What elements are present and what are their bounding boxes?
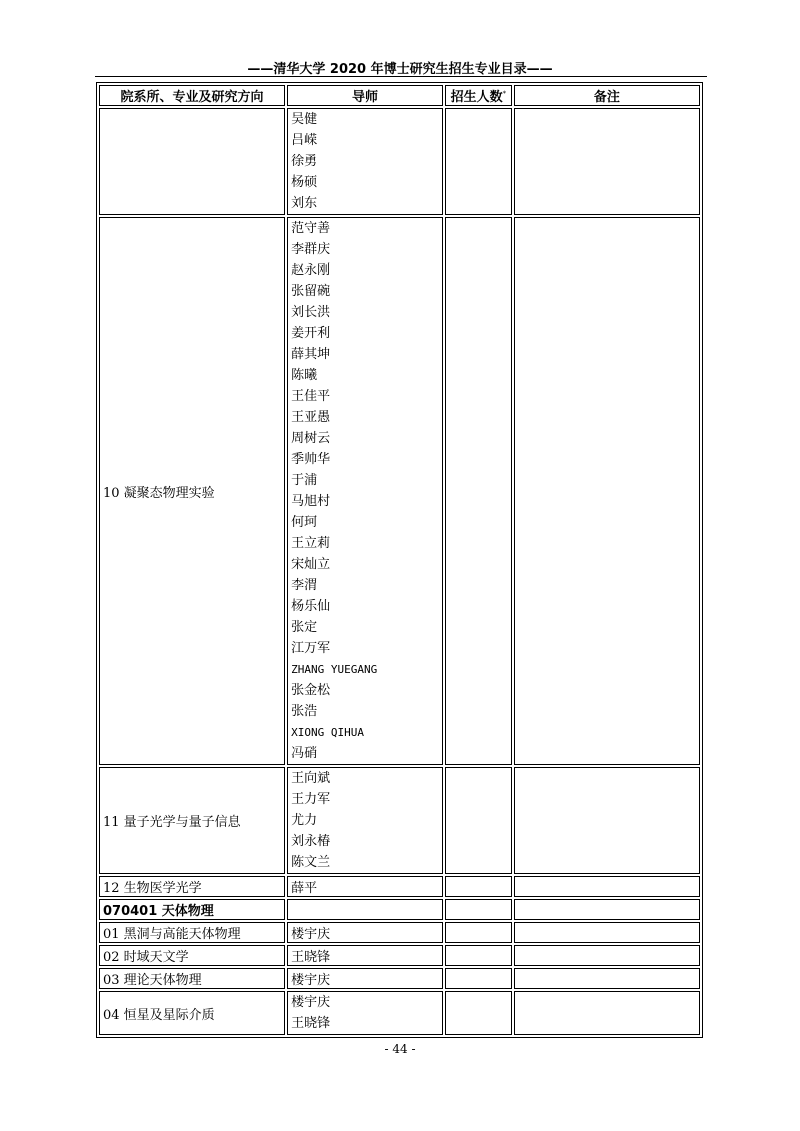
table-row (99, 217, 700, 765)
advisor-name: 于浦 (291, 473, 318, 488)
table-row (99, 767, 700, 874)
advisor-name: 张浩 (291, 704, 318, 719)
advisor-name: 范守善 (291, 221, 331, 236)
advisor-name: 楼宇庆 (291, 995, 331, 1010)
advisor-name: 宋灿立 (291, 557, 331, 572)
advisor-name: 刘东 (291, 196, 318, 211)
notes-cell (514, 945, 700, 966)
advisor-cell (287, 767, 443, 874)
quota-cell (445, 767, 512, 874)
advisor-name: 杨乐仙 (291, 599, 331, 614)
table-row (99, 876, 700, 897)
advisor-name: 季帅华 (291, 452, 331, 467)
direction-cell: 10 凝聚态物理实验 (99, 217, 285, 765)
direction-cell: 01 黑洞与高能天体物理 (99, 922, 285, 943)
quota-cell (445, 922, 512, 943)
column-header-quota: 招生人数* (445, 85, 512, 106)
page-header: ——清华大学 2020 年博士研究生招生专业目录—— (247, 62, 553, 77)
notes-cell (514, 767, 700, 874)
direction-cell: 02 时域天文学 (99, 945, 285, 966)
direction-cell: 12 生物医学光学 (99, 876, 285, 897)
quota-cell (445, 217, 512, 765)
advisor-name: 张定 (291, 620, 318, 635)
advisor-cell: 王晓锋 (287, 945, 443, 966)
advisor-name: XIONG QIHUA (291, 726, 364, 739)
advisor-name: 薛其坤 (291, 347, 331, 362)
advisor-name: 王力军 (291, 792, 331, 807)
quota-cell (445, 108, 512, 215)
quota-cell (445, 991, 512, 1035)
table-row (99, 899, 700, 920)
table-header-row (99, 85, 700, 106)
quota-cell (445, 945, 512, 966)
advisor-name: 王立莉 (291, 536, 331, 551)
major-heading-cell: 070401 天体物理 (99, 899, 285, 920)
notes-cell (514, 968, 700, 989)
advisor-name: 吴健 (291, 112, 318, 127)
table-row (99, 108, 700, 215)
advisor-name: 李群庆 (291, 242, 331, 257)
page-number: - 44 - (384, 1042, 416, 1056)
advisor-name: 陈曦 (291, 368, 318, 383)
advisor-name: 李渭 (291, 578, 318, 593)
advisor-name: 王佳平 (291, 389, 331, 404)
advisor-name: 王亚愚 (291, 410, 331, 425)
advisor-cell (287, 217, 443, 765)
program-catalog-table (96, 82, 703, 1038)
advisor-cell (287, 108, 443, 215)
direction-cell: 11 量子光学与量子信息 (99, 767, 285, 874)
notes-cell (514, 922, 700, 943)
advisor-name: 陈文兰 (291, 855, 331, 870)
advisor-name: 刘永椿 (291, 834, 331, 849)
advisor-name: 江万军 (291, 641, 331, 656)
advisor-name: 张留碗 (291, 284, 331, 299)
direction-cell: 04 恒星及星际介质 (99, 991, 285, 1035)
quota-cell (445, 899, 512, 920)
notes-cell (514, 876, 700, 897)
advisor-name: ZHANG YUEGANG (291, 663, 378, 676)
advisor-name: 王晓锋 (291, 1016, 331, 1031)
advisor-name: 何珂 (291, 515, 318, 530)
column-header-direction: 院系所、专业及研究方向 (99, 85, 285, 106)
table-row (99, 968, 700, 989)
notes-cell (514, 991, 700, 1035)
notes-cell (514, 108, 700, 215)
advisor-name: 马旭村 (291, 494, 331, 509)
notes-cell (514, 899, 700, 920)
direction-cell (99, 108, 285, 215)
table-row (99, 922, 700, 943)
advisor-name: 姜开利 (291, 326, 331, 341)
advisor-cell: 薛平 (287, 876, 443, 897)
quota-cell (445, 968, 512, 989)
header-rule (95, 76, 707, 77)
notes-cell (514, 217, 700, 765)
column-header-advisor: 导师 (287, 85, 443, 106)
advisor-cell: 楼宇庆 (287, 922, 443, 943)
advisor-name: 杨硕 (291, 175, 318, 190)
quota-cell (445, 876, 512, 897)
advisor-name: 周树云 (291, 431, 331, 446)
table-row (99, 991, 700, 1035)
advisor-name: 王向斌 (291, 771, 331, 786)
table-row (99, 945, 700, 966)
quota-footnote-mark: * (502, 89, 507, 98)
advisor-name: 张金松 (291, 683, 331, 698)
advisor-cell (287, 899, 443, 920)
advisor-name: 吕嵘 (291, 133, 318, 148)
direction-cell: 03 理论天体物理 (99, 968, 285, 989)
advisor-name: 刘长洪 (291, 305, 331, 320)
advisor-name: 徐勇 (291, 154, 318, 169)
advisor-cell: 楼宇庆 (287, 968, 443, 989)
advisor-name: 尤力 (291, 813, 318, 828)
advisor-name: 冯硝 (291, 746, 318, 761)
advisor-name: 赵永刚 (291, 263, 331, 278)
advisor-cell (287, 991, 443, 1035)
column-header-notes: 备注 (514, 85, 700, 106)
